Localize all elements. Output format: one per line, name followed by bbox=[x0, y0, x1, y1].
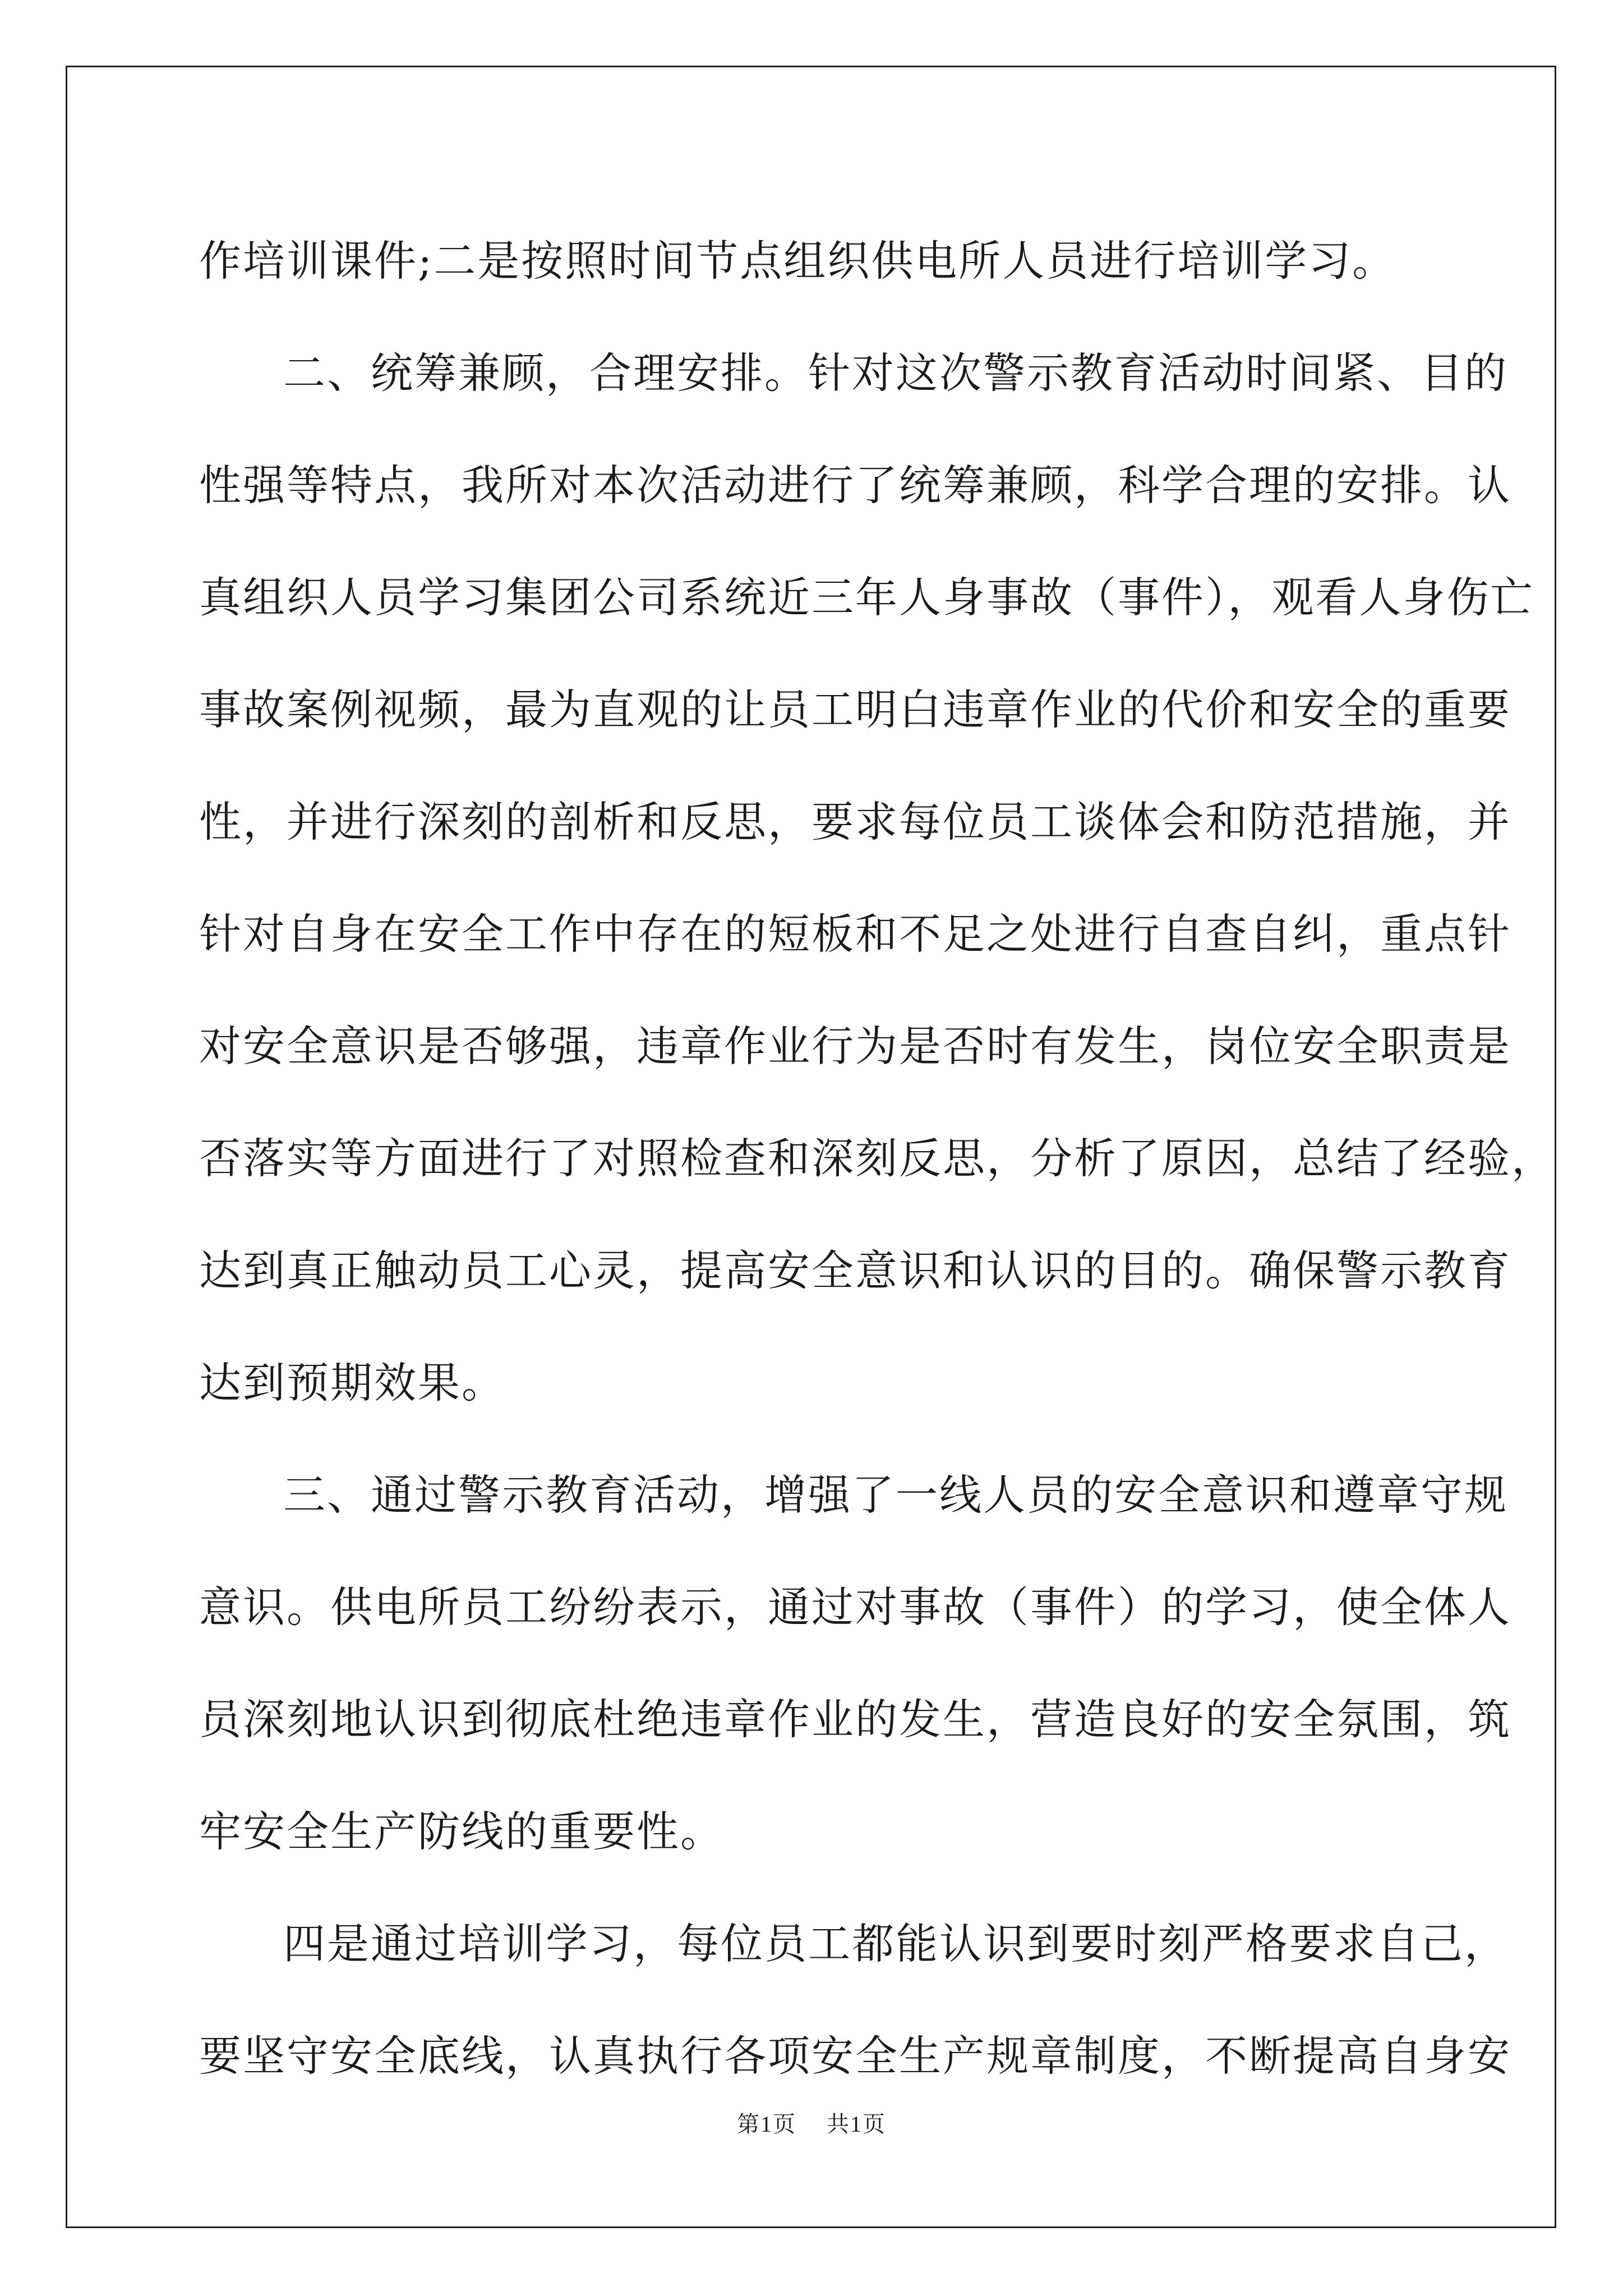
document-body bbox=[199, 205, 1556, 2112]
text-line: 意识。供电所员工纷纷表示，通过对事故（事件）的学习，使全体人 bbox=[199, 1582, 1512, 1632]
text-line: 员深刻地认识到彻底杜绝违章作业的发生，营造良好的安全氛围，筑 bbox=[199, 1695, 1512, 1744]
text-line: 二、统筹兼顾，合理安排。针对这次警示教育活动时间紧、目的 bbox=[283, 348, 1509, 398]
page-number: 第1页 bbox=[737, 2111, 796, 2137]
text-line: 对安全意识是否够强，违章作业行为是否时有发生，岗位安全职责是 bbox=[199, 1022, 1512, 1071]
text-line: 三、通过警示教育活动，增强了一线人员的安全意识和遵章守规 bbox=[283, 1470, 1509, 1520]
text-line: 性强等特点，我所对本次活动进行了统筹兼顾，科学合理的安排。认 bbox=[199, 461, 1512, 510]
text-line: 事故案例视频，最为直观的让员工明白违章作业的代价和安全的重要 bbox=[199, 685, 1512, 734]
text-line: 针对自身在安全工作中存在的短板和不足之处进行自查自纠，重点针 bbox=[199, 909, 1512, 959]
text-line: 真组织人员学习集团公司系统近三年人身事故（事件），观看人身伤亡 bbox=[199, 573, 1534, 622]
text-line: 达到预期效果。 bbox=[199, 1358, 506, 1407]
text-line: 四是通过培训学习，每位员工都能认识到要时刻严格要求自己， bbox=[283, 1919, 1509, 1968]
text-line: 作培训课件;二是按照时间节点组织供电所人员进行培训学习。 bbox=[199, 236, 1396, 286]
text-line: 要坚守安全底线，认真执行各项安全生产规章制度，不断提高自身安 bbox=[199, 2031, 1512, 2081]
text-line: 性，并进行深刻的剖析和反思，要求每位员工谈体会和防范措施，并 bbox=[199, 797, 1512, 846]
text-line: 牢安全生产防线的重要性。 bbox=[199, 1807, 725, 1856]
text-line: 否落实等方面进行了对照检查和深刻反思，分析了原因，总结了经验， bbox=[199, 1134, 1556, 1183]
text-line: 达到真正触动员工心灵，提高安全意识和认识的目的。确保警示教育 bbox=[199, 1246, 1512, 1295]
page-total: 共1页 bbox=[827, 2111, 886, 2137]
page-footer bbox=[0, 2106, 1623, 2138]
